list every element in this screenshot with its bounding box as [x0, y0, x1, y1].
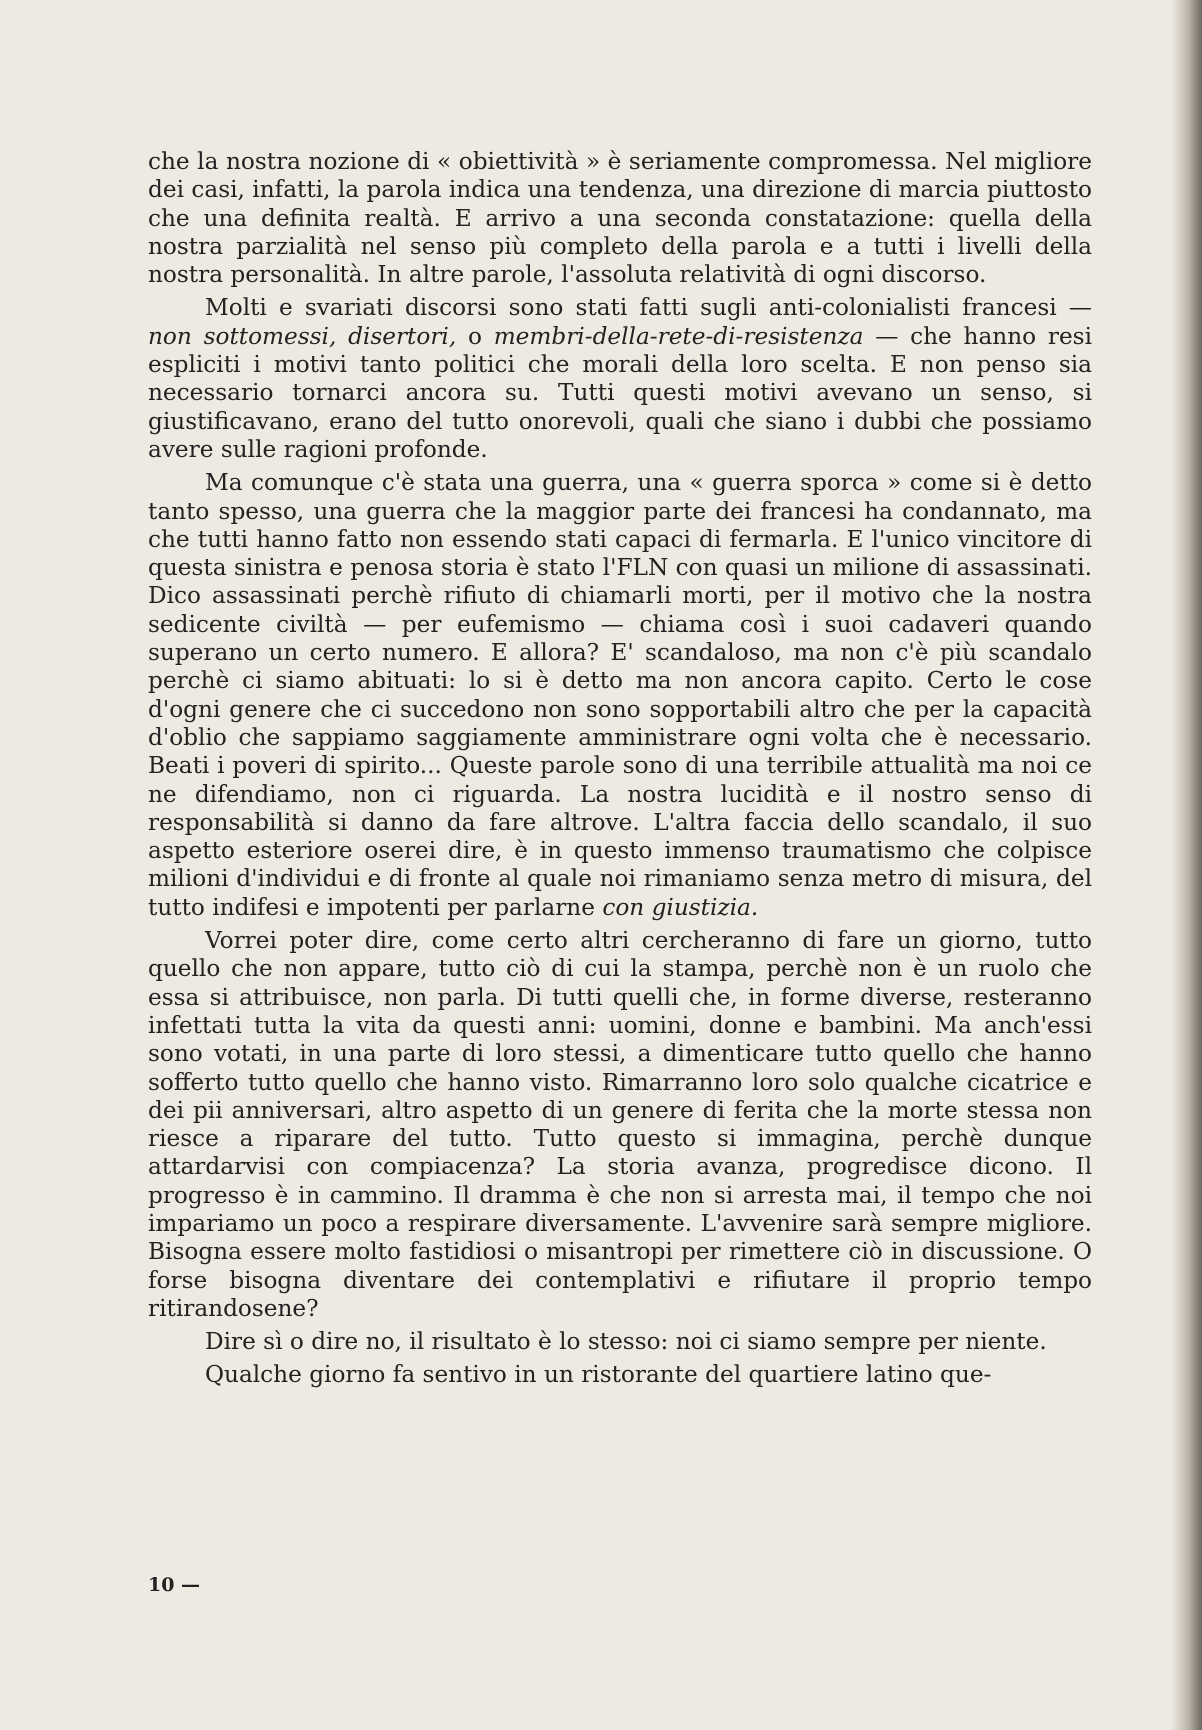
paragraph-3-italic: con giustizia.	[602, 893, 759, 921]
paragraph-2	[148, 294, 1092, 464]
paragraph-4	[148, 927, 1092, 1323]
paragraph-6	[148, 1361, 1092, 1389]
paragraph-5-text: Dire sì o dire no, il risultato è lo stesso: noi ci siamo sempre per niente.	[205, 1328, 1047, 1356]
page-edge-shadow	[1172, 0, 1202, 1730]
page-number: 10 —	[148, 1574, 201, 1596]
paragraph-2-italic-1: non sottomessi, disertori,	[148, 322, 457, 350]
body-text	[148, 148, 1092, 1395]
paragraph-3	[148, 469, 1092, 922]
paragraph-4-text: Vorrei poter dire, come certo altri cercheranno di fare un giorno, tutto quello che non appare, tutto ciò di cui la stampa, perchè non è un ruolo che essa si attribuisce, non parla. Di tutti quelli che, in forme diverse, resteranno infettati tutta la vita da questi anni: uomini, donne e bambini. Ma anch'essi sono votati, in una parte di loro stessi, a dimenticare tutto quello che hanno sofferto tutto quello che hanno visto. Rimarranno loro solo qualche cicatrice e dei pii anniversari, altro aspetto di un genere di ferita che la morte stessa non riesce a riparare del tutto. Tutto questo si immagina, perchè dunque attardarvisi con compiacenza? La storia avanza, progredisce dicono. Il progresso è in cammino. Il dramma è che non si arresta mai, il tempo che noi impariamo un poco a respirare diversamente. L'avvenire sarà sempre migliore. Bisogna essere molto fastidiosi o misantropi per rimettere ciò in discussione. O forse bisogna diventare dei contemplativi e rifiutare il proprio tempo ritirandosene?	[148, 927, 1092, 1322]
paragraph-2-text-before: Molti e svariati discorsi sono stati fatti sugli anti-colonialisti francesi —	[205, 294, 1092, 322]
paragraph-5	[148, 1328, 1092, 1356]
paragraph-2-text-mid: o	[456, 322, 494, 350]
paragraph-1	[148, 148, 1092, 289]
paragraph-2-italic-2: membri-della-rete-di-resistenza	[493, 322, 864, 350]
paragraph-1-text: che la nostra nozione di « obiettività » è seriamente compromessa. Nel migliore dei casi, infatti, la parola indica una tendenza, una direzione di marcia piuttosto che una definita realtà. E arrivo a una seconda constatazione: quella della nostra parzialità nel senso più completo della parola e a tutti i livelli della nostra personalità. In altre parole, l'assoluta relatività di ogni discorso.	[148, 148, 1092, 289]
paragraph-2-text-after: — che hanno resi espliciti i motivi tanto politici che morali della loro scelta. E non penso sia necessario tornarci ancora su. Tutti questi motivi avevano un senso, si giustificavano, erano del tutto onorevoli, quali che siano i dubbi che possiamo avere sulle ragioni profonde.	[148, 322, 1092, 463]
paragraph-3-text-before: Ma comunque c'è stata una guerra, una « guerra sporca » come si è detto tanto spesso, una guerra che la maggior parte dei francesi ha condannato, ma che tutti hanno fatto non essendo stati capaci di fermarla. E l'unico vincitore di questa sinistra e penosa storia è stato l'FLN con quasi un milione di assassinati. Dico assassinati perchè rifiuto di chiamarli morti, per il motivo che la nostra sedicente civiltà — per eufemismo — chiama così i suoi cadaveri quando superano un certo numero. E allora? E' scandaloso, ma non c'è più scandalo perchè ci siamo abituati: lo si è detto ma non ancora capito. Certo le cose d'ogni genere che ci succedono non sono sopportabili altro che per la capacità d'oblio che sappiamo saggiamente amministrare ogni volta che è necessario. Beati i poveri di spirito... Queste parole sono di una terribile attualità ma noi ce ne difendiamo, non ci riguarda. La nostra lucidità e il nostro senso di responsabilità si danno da fare altrove. L'altra faccia dello scandalo, il suo aspetto esteriore oserei dire, è in questo immenso traumatismo che colpisce milioni d'individui e di fronte al quale noi rimaniamo senza metro di misura, del tutto indifesi e impotenti per parlarne	[148, 469, 1092, 921]
paragraph-6-text: Qualche giorno fa sentivo in un ristorante del quartiere latino que-	[205, 1361, 992, 1389]
